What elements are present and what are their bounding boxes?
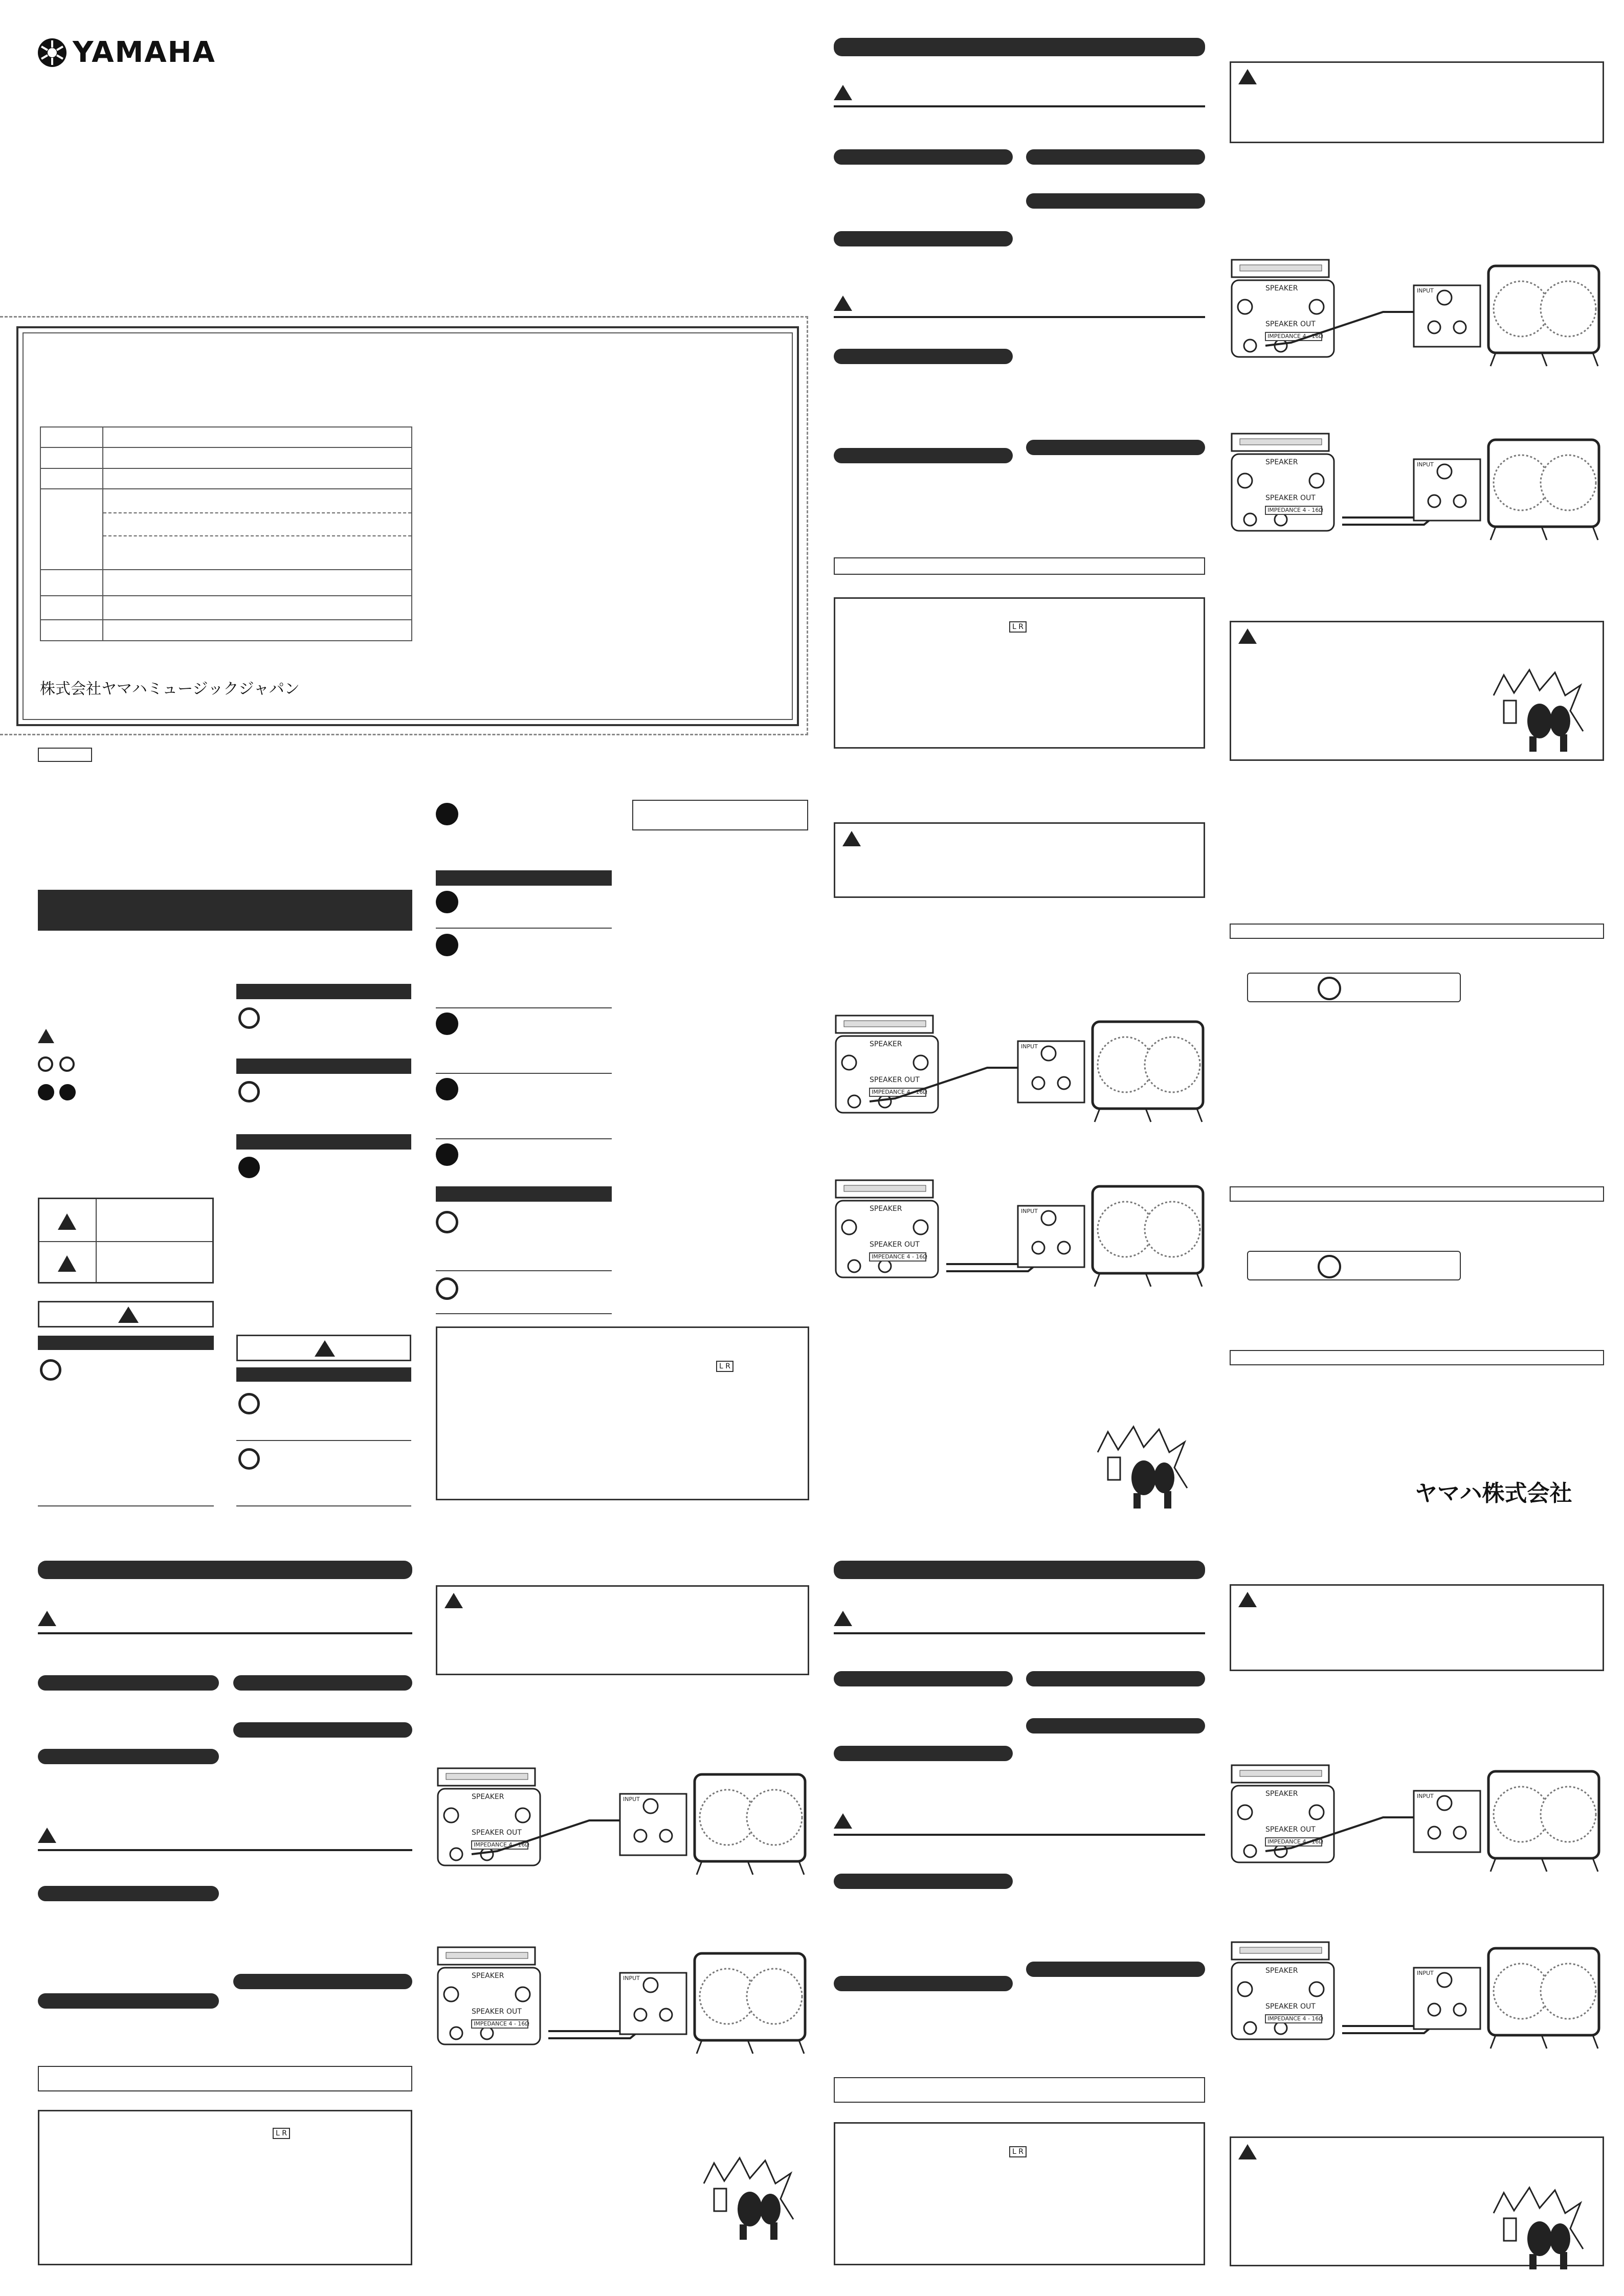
sub-bar bbox=[233, 1722, 412, 1738]
mandatory-icon bbox=[436, 1078, 458, 1100]
sub-bar bbox=[1026, 440, 1205, 455]
mandatory-icon bbox=[436, 803, 458, 825]
mandatory-icon bbox=[436, 934, 458, 956]
impedance-label: IMPEDANCE 4 - 16Ω bbox=[1267, 507, 1323, 513]
speaker-label: SPEAKER bbox=[1265, 1967, 1298, 1975]
input-label: INPUT bbox=[1417, 461, 1434, 468]
section-bar bbox=[436, 1186, 612, 1202]
speaker-label: SPEAKER bbox=[1265, 284, 1298, 292]
prohibited-icon bbox=[436, 1277, 458, 1300]
stamp-box bbox=[38, 748, 92, 762]
input-label: INPUT bbox=[1417, 287, 1434, 294]
sub-bar bbox=[834, 1671, 1013, 1686]
warning-triangle-icon bbox=[1238, 69, 1257, 84]
mandatory-icon bbox=[38, 1084, 54, 1100]
impedance-label: IMPEDANCE 4 - 16Ω bbox=[1267, 1838, 1323, 1845]
sub-bar bbox=[834, 1746, 1013, 1761]
sub-bar bbox=[233, 1974, 412, 1989]
prohibited-icon bbox=[238, 1393, 260, 1414]
recycle-mark-icon bbox=[1318, 1255, 1341, 1278]
speaker-out-label: SPEAKER OUT bbox=[1265, 320, 1316, 328]
lr-icon: L R bbox=[1009, 621, 1027, 633]
sub-bar bbox=[834, 1976, 1013, 1991]
plug-shock-illustration bbox=[1483, 665, 1586, 754]
sub-bar bbox=[1026, 1962, 1205, 1977]
section-bar bbox=[236, 1367, 411, 1382]
note-box bbox=[436, 1326, 809, 1500]
warning-triangle-icon bbox=[315, 1340, 335, 1357]
section-title-bar bbox=[834, 1561, 1205, 1579]
connection-diagram bbox=[834, 1011, 1207, 1124]
warning-triangle-icon bbox=[118, 1307, 139, 1323]
input-label: INPUT bbox=[623, 1975, 640, 1982]
prohibited-icon bbox=[436, 1211, 458, 1233]
prohibited-icon bbox=[38, 1056, 53, 1072]
speaker-label: SPEAKER bbox=[1265, 458, 1298, 466]
warning-triangle-icon bbox=[1238, 1592, 1257, 1607]
lr-icon: L R bbox=[273, 2128, 290, 2139]
lr-icon: L R bbox=[716, 1361, 733, 1372]
info-strip bbox=[834, 557, 1205, 575]
info-strip bbox=[834, 2077, 1205, 2103]
input-label: INPUT bbox=[623, 1796, 640, 1803]
impedance-label: IMPEDANCE 4 - 16Ω bbox=[872, 1089, 927, 1095]
sub-bar bbox=[38, 1993, 219, 2009]
warning-header-box bbox=[38, 1301, 214, 1327]
caution-box bbox=[834, 822, 1205, 898]
mandatory-icon bbox=[436, 1012, 458, 1035]
warning-triangle-icon bbox=[444, 1593, 463, 1608]
impedance-label: IMPEDANCE 4 - 16Ω bbox=[474, 1841, 529, 1848]
definition-table bbox=[38, 1198, 214, 1284]
info-strip bbox=[38, 2066, 412, 2091]
speaker-out-label: SPEAKER OUT bbox=[1265, 2002, 1316, 2011]
mandatory-icon bbox=[436, 1143, 458, 1166]
sub-bar bbox=[834, 349, 1013, 364]
section-bar bbox=[38, 1336, 214, 1350]
prohibited-icon bbox=[238, 1448, 260, 1470]
warning-triangle-icon bbox=[58, 1213, 76, 1230]
connection-diagram bbox=[436, 1943, 809, 2056]
yamaha-logo-icon bbox=[37, 37, 68, 68]
warning-triangle-icon bbox=[834, 1611, 852, 1626]
recycle-box bbox=[1247, 1251, 1461, 1280]
plug-shock-illustration bbox=[1087, 1422, 1190, 1511]
input-label: INPUT bbox=[1417, 1970, 1434, 1976]
impedance-label: IMPEDANCE 4 - 16Ω bbox=[1267, 333, 1323, 340]
input-label: INPUT bbox=[1021, 1208, 1038, 1214]
input-label: INPUT bbox=[1417, 1793, 1434, 1799]
connection-diagram bbox=[1230, 430, 1603, 542]
warning-triangle-icon bbox=[38, 1611, 56, 1626]
speaker-out-label: SPEAKER OUT bbox=[1265, 1826, 1316, 1834]
unplug-icon bbox=[238, 1157, 260, 1178]
plug-shock-illustration bbox=[1483, 2182, 1586, 2271]
note-box bbox=[834, 597, 1205, 749]
note-box bbox=[834, 2122, 1205, 2265]
connection-diagram bbox=[834, 1176, 1207, 1289]
warranty-company: 株式会社ヤマハミュージックジャパン bbox=[40, 680, 300, 698]
recycle-box bbox=[1247, 973, 1461, 1002]
section-bar bbox=[236, 1059, 411, 1074]
section-title-bar bbox=[38, 1561, 412, 1579]
note-box bbox=[38, 2110, 412, 2265]
connection-diagram bbox=[1230, 1761, 1603, 1874]
caution-box bbox=[436, 1585, 809, 1675]
warning-triangle-icon bbox=[834, 1813, 852, 1829]
caution-header-box bbox=[236, 1335, 411, 1361]
connection-diagram bbox=[1230, 256, 1603, 368]
connection-diagram bbox=[1230, 1938, 1603, 2051]
speaker-out-label: SPEAKER OUT bbox=[870, 1241, 920, 1249]
info-strip bbox=[1230, 1186, 1604, 1202]
section-title-bar bbox=[834, 38, 1205, 56]
speaker-label: SPEAKER bbox=[472, 1793, 504, 1801]
speaker-out-label: SPEAKER OUT bbox=[870, 1076, 920, 1084]
section-bar bbox=[236, 1134, 411, 1150]
sub-bar bbox=[38, 1675, 219, 1691]
lr-icon: L R bbox=[1009, 2146, 1027, 2157]
info-strip bbox=[1230, 924, 1604, 939]
warning-triangle-icon bbox=[834, 85, 852, 100]
prohibited-icon bbox=[40, 1359, 61, 1381]
impedance-label: IMPEDANCE 4 - 16Ω bbox=[872, 1253, 927, 1260]
speaker-out-label: SPEAKER OUT bbox=[472, 2008, 522, 2016]
sub-bar bbox=[834, 231, 1013, 246]
recycle-mark-icon bbox=[1318, 977, 1341, 1000]
warning-triangle-icon bbox=[842, 831, 861, 846]
warning-triangle-icon bbox=[1238, 628, 1257, 644]
warning-triangle-icon bbox=[58, 1255, 76, 1272]
sub-bar bbox=[1026, 1671, 1205, 1686]
speaker-label: SPEAKER bbox=[472, 1972, 504, 1980]
impedance-label: IMPEDANCE 4 - 16Ω bbox=[1267, 2015, 1323, 2022]
mandatory-icon bbox=[436, 891, 458, 913]
sub-bar bbox=[834, 149, 1013, 165]
speaker-label: SPEAKER bbox=[870, 1205, 902, 1213]
sub-bar bbox=[38, 1886, 219, 1901]
sub-bar bbox=[834, 448, 1013, 463]
speaker-label: SPEAKER bbox=[1265, 1790, 1298, 1798]
warning-triangle-icon bbox=[38, 1828, 56, 1843]
back-company: ヤマハ株式会社 bbox=[1415, 1480, 1572, 1506]
speaker-label: SPEAKER bbox=[870, 1040, 902, 1048]
info-strip bbox=[1230, 1350, 1604, 1365]
prohibited-icon bbox=[59, 1056, 75, 1072]
speaker-out-label: SPEAKER OUT bbox=[1265, 494, 1316, 502]
caution-box bbox=[1230, 1584, 1604, 1671]
warning-triangle-icon bbox=[38, 1029, 54, 1043]
sub-bar bbox=[1026, 149, 1205, 165]
plug-shock-illustration bbox=[694, 2153, 796, 2242]
sub-bar bbox=[1026, 1718, 1205, 1734]
sub-bar bbox=[38, 1749, 219, 1764]
input-label: INPUT bbox=[1021, 1043, 1038, 1050]
sub-bar bbox=[233, 1675, 412, 1691]
unplug-icon bbox=[59, 1084, 76, 1100]
prohibited-icon bbox=[238, 1081, 260, 1102]
prohibited-icon bbox=[238, 1007, 260, 1029]
section-bar bbox=[436, 870, 612, 886]
warranty-table bbox=[40, 426, 412, 641]
caution-box bbox=[1230, 61, 1604, 143]
notice-box bbox=[632, 800, 808, 830]
warranty-card bbox=[16, 326, 799, 726]
brand-name: YAMAHA bbox=[73, 36, 216, 69]
warning-triangle-icon bbox=[1238, 2144, 1257, 2159]
yamaha-logo bbox=[37, 36, 216, 69]
connection-diagram bbox=[436, 1764, 809, 1877]
speaker-out-label: SPEAKER OUT bbox=[472, 1829, 522, 1837]
warning-triangle-icon bbox=[834, 296, 852, 311]
impedance-label: IMPEDANCE 4 - 16Ω bbox=[474, 2020, 529, 2027]
section-bar bbox=[236, 984, 411, 999]
safety-title-bar bbox=[38, 890, 412, 931]
sub-bar bbox=[834, 1874, 1013, 1889]
sub-bar bbox=[1026, 193, 1205, 209]
